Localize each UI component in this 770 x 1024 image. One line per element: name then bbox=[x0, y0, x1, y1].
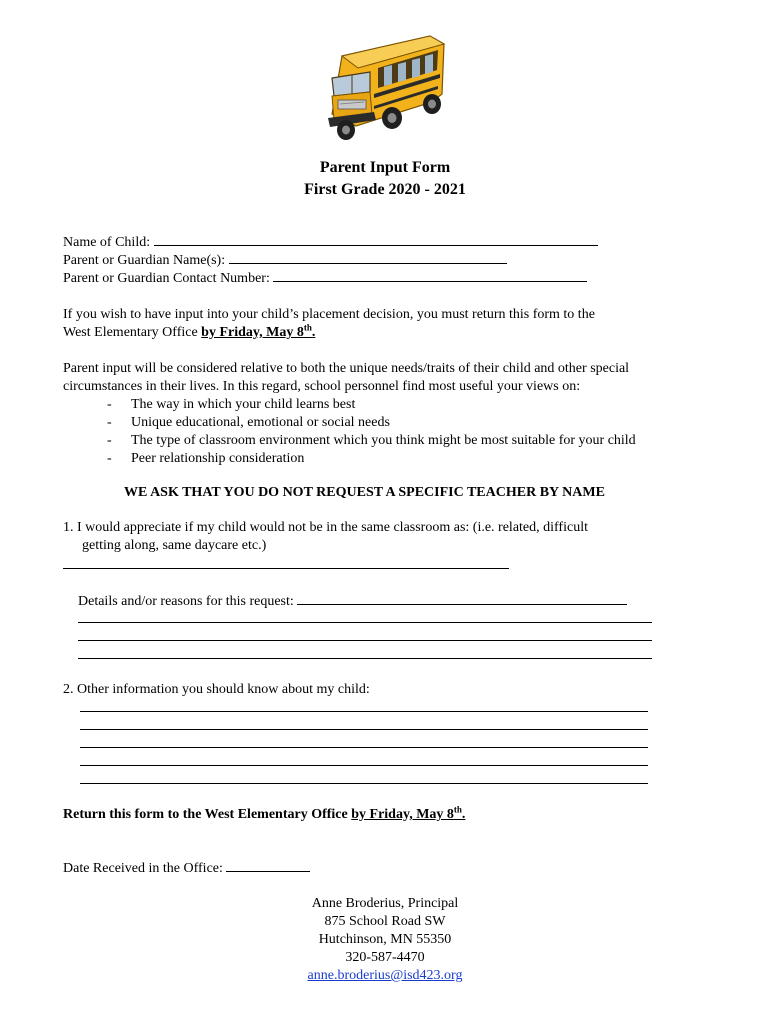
principal-name: Anne Broderius, Principal bbox=[311, 896, 459, 911]
details-line-1[interactable] bbox=[78, 622, 652, 623]
details-blank[interactable] bbox=[297, 592, 627, 605]
intro-line-1: If you wish to have input into your child’s placement decision, you must return this form to the bbox=[63, 307, 595, 322]
date-received-blank[interactable] bbox=[226, 859, 310, 872]
principal-email-link[interactable]: anne.broderius@isd423.org bbox=[307, 968, 463, 983]
question-1-line-1: 1. I would appreciate if my child would not be in the same classroom as: (i.e. related, difficult bbox=[63, 520, 588, 535]
school-bus-icon bbox=[312, 34, 452, 144]
list-item: - Unique educational, emotional or social needs bbox=[107, 415, 390, 430]
page-title: Parent Input Form bbox=[319, 159, 451, 176]
child-name-blank[interactable] bbox=[154, 233, 598, 246]
question-1-answer-line[interactable] bbox=[63, 568, 509, 569]
guardian-name-blank[interactable] bbox=[229, 251, 507, 264]
question-2-line-1[interactable] bbox=[80, 711, 648, 712]
child-name-field[interactable] bbox=[63, 233, 598, 252]
considerations-list bbox=[107, 396, 636, 468]
details-line-3[interactable] bbox=[78, 658, 652, 659]
list-item: - Peer relationship consideration bbox=[107, 451, 305, 466]
guardian-name-label: Parent or Guardian Name(s): bbox=[63, 253, 226, 268]
guardian-contact-label: Parent or Guardian Contact Number: bbox=[63, 271, 270, 286]
considerations-line-1: Parent input will be considered relative to both the unique needs/traits of their child and other special bbox=[63, 361, 630, 376]
date-received-label: Date Received in the Office: bbox=[63, 861, 223, 876]
guardian-contact-blank[interactable] bbox=[273, 269, 587, 282]
list-item: - The way in which your child learns best bbox=[107, 397, 356, 412]
question-2-line-3[interactable] bbox=[80, 747, 648, 748]
child-name-label: Name of Child: bbox=[63, 235, 151, 250]
return-note: Return this form to the West Elementary Office by Friday, May 8th. bbox=[63, 804, 466, 822]
question-2-label: 2. Other information you should know about my child: bbox=[63, 682, 370, 697]
page-subtitle: First Grade 2020 - 2021 bbox=[304, 181, 466, 198]
school-city: Hutchinson, MN 55350 bbox=[318, 932, 452, 947]
email-row bbox=[0, 967, 770, 985]
guardian-contact-field[interactable] bbox=[63, 269, 587, 288]
guardian-name-field[interactable] bbox=[63, 251, 507, 270]
details-label: Details and/or reasons for this request: bbox=[78, 594, 294, 609]
question-2-line-4[interactable] bbox=[80, 765, 648, 766]
details-field[interactable] bbox=[78, 592, 627, 611]
intro-deadline: by Friday, May 8th. bbox=[201, 322, 316, 340]
date-received-field[interactable] bbox=[63, 859, 310, 878]
considerations-line-2: circumstances in their lives. In this regard, school personnel find most useful your views on: bbox=[63, 379, 581, 394]
intro-line-2: West Elementary Office by Friday, May 8th. bbox=[63, 322, 316, 340]
details-line-2[interactable] bbox=[78, 640, 652, 641]
teacher-request-notice: WE ASK THAT YOU DO NOT REQUEST A SPECIFIC TEACHER BY NAME bbox=[124, 485, 605, 500]
question-1-line-2: getting along, same daycare etc.) bbox=[82, 538, 267, 553]
question-2-line-5[interactable] bbox=[80, 783, 648, 784]
school-phone: 320-587-4470 bbox=[345, 950, 425, 965]
list-item: - The type of classroom environment which you think might be most suitable for your child bbox=[107, 433, 636, 448]
question-2-line-2[interactable] bbox=[80, 729, 648, 730]
return-deadline: by Friday, May 8th. bbox=[351, 804, 466, 822]
school-address: 875 School Road SW bbox=[324, 914, 446, 929]
